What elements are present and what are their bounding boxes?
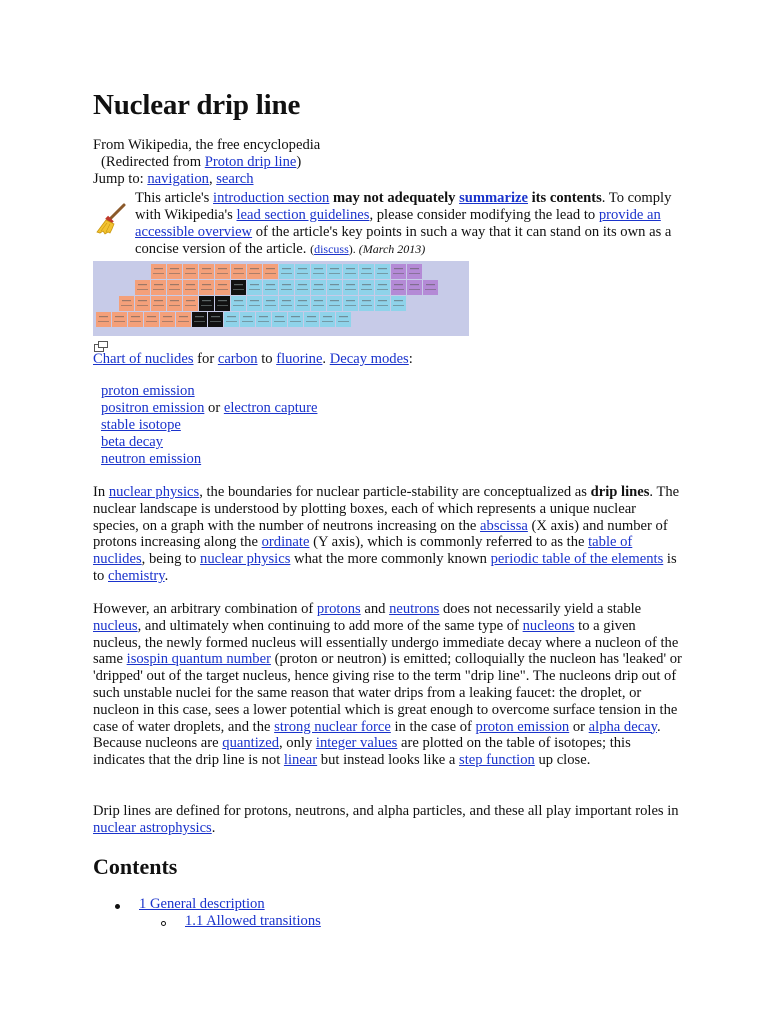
periodic-table-link[interactable]: periodic table of the elements [490, 551, 664, 568]
fluorine-link[interactable]: fluorine [276, 351, 323, 367]
nuclide-cell-label [394, 268, 403, 269]
nuclide-cell [151, 296, 166, 311]
nuclide-cell [128, 312, 143, 327]
electron-capture-link[interactable]: electron capture [223, 400, 318, 416]
linear-link[interactable]: linear [283, 752, 318, 769]
nuclide-cell [183, 296, 198, 311]
nuclide-cell-label [377, 273, 388, 274]
nuclide-cell-label [250, 300, 259, 301]
nuclide-cell [295, 264, 310, 279]
neutron-emission-link[interactable]: neutron emission [101, 451, 202, 467]
nuclide-cell-label [393, 273, 404, 274]
tagline: From Wikipedia, the free encyclopedia [93, 137, 321, 153]
nuclide-cell-label [202, 300, 211, 301]
nuclide-cell-label [233, 273, 244, 274]
nucleus-link[interactable]: nucleus [93, 617, 138, 634]
list-item [101, 451, 317, 468]
nuclide-cell-label [393, 289, 404, 290]
nuclide-cell-label [329, 289, 340, 290]
chart-of-nuclides-link[interactable]: Chart of nuclides [93, 351, 194, 367]
notice-text: This article's introduction section may not adequately summarize its contents. To comply with Wikipedia's lead section guidelines, please consider modifying the lead to provide an accessible overview of the article's key points in such a way that it can stand on its own as a concise version of the article. (discuss). (March 2013) [135, 190, 672, 257]
nuclide-cell-label [249, 305, 260, 306]
nuclide-cell [119, 296, 134, 311]
nuclide-cell-label [314, 284, 323, 285]
decay-mode-list [101, 383, 317, 468]
nuclide-cell-label [346, 284, 355, 285]
list-item [101, 434, 317, 451]
nuclear-astrophysics-link[interactable]: nuclear astrophysics [93, 819, 212, 836]
nuclide-cell-label [153, 289, 164, 290]
neutrons-link[interactable]: neutrons [389, 601, 440, 617]
notice-date: (March 2013) [358, 242, 426, 256]
beta-decay-link[interactable]: beta decay [101, 434, 163, 450]
nuclide-cell-label [185, 289, 196, 290]
nuclide-cell-label [242, 321, 253, 322]
bullet-icon [115, 904, 120, 909]
nuclide-cell-label [163, 316, 172, 317]
nuclide-cell [279, 264, 294, 279]
nuclide-cell [279, 280, 294, 295]
nuclide-cell-label [329, 305, 340, 306]
nuclide-cell [215, 280, 230, 295]
nuclide-cell-label [233, 305, 244, 306]
nuclide-cell [407, 264, 422, 279]
nuclide-cell [183, 280, 198, 295]
contents-heading: Contents [93, 854, 178, 879]
nucleons-link[interactable]: nucleons [522, 617, 575, 634]
nuclide-cell-label [393, 305, 404, 306]
nuclide-cell-label [313, 305, 324, 306]
protons-link[interactable]: protons [316, 601, 361, 617]
nuclide-cell-label [314, 300, 323, 301]
nuclide-cell [279, 296, 294, 311]
nuclide-cell-label [297, 273, 308, 274]
nuclide-cell [231, 264, 246, 279]
nuclide-cell [231, 280, 246, 295]
isospin-link[interactable]: isospin quantum number [126, 651, 271, 668]
nuclide-cell-label [98, 321, 109, 322]
nuclide-cell-label [226, 321, 237, 322]
redirect-link[interactable]: Proton drip line [204, 154, 297, 170]
strong-nuclear-force-link[interactable]: strong nuclear force [274, 718, 391, 735]
nuclide-cell-label [265, 273, 276, 274]
nuclide-cell-label [409, 273, 420, 274]
nuclide-cell-label [218, 284, 227, 285]
nuclide-cell-label [425, 289, 436, 290]
nuclide-cell-label [346, 300, 355, 301]
nuclide-cell-label [146, 321, 157, 322]
broom-icon [93, 202, 127, 236]
nuclide-cell-label [298, 300, 307, 301]
nuclide-cell [247, 296, 262, 311]
nuclide-cell-label [282, 300, 291, 301]
nuclide-cell [391, 280, 406, 295]
nuclide-cell [375, 296, 390, 311]
nuclide-cell-label [329, 273, 340, 274]
nuclide-cell [327, 280, 342, 295]
nuclide-cell-label [266, 284, 275, 285]
toc-general-description-link[interactable]: 1 General description [139, 896, 265, 912]
nuclide-cell-label [233, 289, 244, 290]
nuclide-cell-label [114, 321, 125, 322]
nuclide-cell [135, 296, 150, 311]
nuclide-cell-label [234, 300, 243, 301]
nuclide-cell-label [153, 273, 164, 274]
nuclear-physics-link-2[interactable]: nuclear physics [200, 551, 291, 568]
nuclide-cell [183, 264, 198, 279]
nuclide-cell-label [121, 305, 132, 306]
nuclide-cell-label [322, 321, 333, 322]
nuclide-cell [295, 280, 310, 295]
nuclide-cell-label [250, 284, 259, 285]
nuclide-cell [359, 280, 374, 295]
nuclide-cell-label [137, 305, 148, 306]
nuclide-cell [231, 296, 246, 311]
nuclide-cell-label [275, 316, 284, 317]
nuclide-cell [151, 280, 166, 295]
nuclide-cell-label [201, 289, 212, 290]
alpha-decay-link[interactable]: alpha decay [588, 718, 658, 735]
nuclide-cell [391, 264, 406, 279]
nuclide-cell [215, 264, 230, 279]
nuclide-cell-label [234, 284, 243, 285]
nuclide-cell [272, 312, 287, 327]
nuclide-cell-label [259, 316, 268, 317]
nuclide-cell [247, 264, 262, 279]
nuclide-cell-label [361, 273, 372, 274]
nuclide-cell-label [362, 268, 371, 269]
nuclide-cell-label [361, 289, 372, 290]
nuclide-cell [391, 296, 406, 311]
nuclide-cell-label [138, 284, 147, 285]
nuclide-cell [224, 312, 239, 327]
nuclide-cell-label [306, 321, 317, 322]
nuclide-cell-label [410, 284, 419, 285]
nuclide-cell [112, 312, 127, 327]
nuclide-cell-label [274, 321, 285, 322]
nuclide-cell-label [338, 321, 349, 322]
nuclide-cell-label [281, 273, 292, 274]
nuclide-cell-label [282, 268, 291, 269]
positron-emission-link[interactable]: positron emission [101, 400, 205, 416]
nuclide-cell-label [265, 305, 276, 306]
nuclide-cell [151, 264, 166, 279]
list-item [101, 383, 317, 400]
nuclide-cell-label [258, 321, 269, 322]
nuclide-cell-label [330, 300, 339, 301]
nuclide-cell-label [186, 284, 195, 285]
nuclide-cell-label [394, 300, 403, 301]
nuclide-cell-label [211, 316, 220, 317]
nuclide-cell-label [378, 284, 387, 285]
nuclide-cell-label [162, 321, 173, 322]
nuclide-cell-label [362, 284, 371, 285]
jump-navigation-link[interactable]: navigation [147, 171, 209, 187]
nuclide-cell-label [217, 289, 228, 290]
nuclide-cell-label [169, 305, 180, 306]
paragraph-intro: In nuclear physics, the boundaries for nuclear particle-stability are conceptualized as drip lines. The nuclear landscape is understood by plotting boxes, each of which represents a unique nuclear species, on a graph with the number of neutrons increasing on the abscissa (X axis) and number of protons increasing along the ordinate (Y axis), which is commonly referred to as the table of nuclides, being to nuclear physics what the more commonly known periodic table of the elements is to chemistry. [93, 484, 680, 584]
paragraph-drip-lines: Drip lines are defined for protons, neutrons, and alpha particles, and these all play important roles in nuclear astrophysics. [93, 803, 679, 836]
nuclide-cell-label [330, 268, 339, 269]
nuclide-cell [311, 280, 326, 295]
nuclide-cell [167, 264, 182, 279]
nuclide-cell [311, 296, 326, 311]
nuclide-cell [263, 280, 278, 295]
nuclide-cell-label [282, 284, 291, 285]
nuclide-cell-label [298, 268, 307, 269]
nuclide-cell [343, 296, 358, 311]
nuclide-cell-label [178, 321, 189, 322]
nuclide-cell-label [202, 268, 211, 269]
nuclide-cell-label [266, 268, 275, 269]
nuclide-cell [359, 296, 374, 311]
nuclide-cell-label [243, 316, 252, 317]
nuclide-cell-label [137, 289, 148, 290]
nuclide-cell-label [218, 268, 227, 269]
nuclide-cell-label [115, 316, 124, 317]
nuclide-cell [263, 296, 278, 311]
nuclide-cell-label [186, 268, 195, 269]
nuclide-cell [359, 264, 374, 279]
nuclide-cell [135, 280, 150, 295]
proton-emission-link[interactable]: proton emission [101, 383, 195, 399]
nuclide-cell-label [377, 289, 388, 290]
nuclide-cell-label [170, 268, 179, 269]
nuclide-cell-label [201, 305, 212, 306]
nuclide-cell [311, 264, 326, 279]
nuclide-cell-label [307, 316, 316, 317]
nuclide-cell-label [378, 268, 387, 269]
nuclide-cell-label [345, 289, 356, 290]
nuclide-cell-label [250, 268, 259, 269]
nuclide-cell-label [138, 300, 147, 301]
integer-values-link[interactable]: integer values [315, 735, 398, 752]
nuclide-cell-label [179, 316, 188, 317]
nuclide-cell-label [394, 284, 403, 285]
nuclide-cell [144, 312, 159, 327]
nuclide-cell-label [169, 289, 180, 290]
paragraph-explanation: However, an arbitrary combination of protons and neutrons does not necessarily yield a stable nucleus, and ultimately when continuing to add more of the same type of nucleons to a given nucleus, the newly formed nucleus will essentially undergo immediate decay where a nucleon of the same isospin quantum number (proton or neutron) is emitted; colloquially the nucleon has 'leaked' or 'dripped' out of the target nucleus, hence giving rise to the term "drip line". The nucleons drip out of such unstable nuclei for the same reason that water drips from a leaking faucet: the droplet, or nucleon in this case, sees a lower potential which is great enough to overcome surface tension in the case of water droplets, and the strong nuclear force in the case of proton emission or alpha decay. Because nucleons are quantized, only integer values are plotted on the table of isotopes; this indicates that the drip line is not linear but instead looks like a step function up close. [93, 601, 682, 769]
hollow-bullet-icon [161, 921, 166, 926]
decay-modes-link[interactable]: Decay modes [329, 351, 409, 367]
nuclide-cell [199, 296, 214, 311]
nuclide-cell-label [201, 273, 212, 274]
nuclide-cell-label [346, 268, 355, 269]
nuclide-cell-label [234, 268, 243, 269]
nuclide-cell-label [186, 300, 195, 301]
stable-isotope-link[interactable]: stable isotope [101, 417, 181, 433]
nuclide-cell-label [313, 289, 324, 290]
nuclide-cell-label [217, 305, 228, 306]
nuclide-cell-label [409, 289, 420, 290]
nuclide-cell-label [297, 289, 308, 290]
nuclide-cell [199, 264, 214, 279]
toc-allowed-transitions-link[interactable]: 1.1 Allowed transitions [185, 913, 321, 929]
nuclide-cell [343, 280, 358, 295]
accessible-overview-link[interactable]: provide an accessible overview [135, 207, 661, 240]
nuclide-cell-label [290, 321, 301, 322]
nuclide-cell-label [131, 316, 140, 317]
image-caption: Chart of nuclides for carbon to fluorine. Decay modes: [93, 351, 413, 367]
nuclide-cell [263, 264, 278, 279]
nuclide-cell [407, 280, 422, 295]
nuclide-cell-label [153, 305, 164, 306]
nuclide-cell [215, 296, 230, 311]
redirect-note: (Redirected from Proton drip line) [101, 154, 302, 170]
nuclide-cell-label [330, 284, 339, 285]
nuclide-cell [247, 280, 262, 295]
nuclide-cell-label [249, 273, 260, 274]
nuclide-cell-label [130, 321, 141, 322]
chemistry-link[interactable]: chemistry [108, 567, 165, 584]
nuclide-cell [304, 312, 319, 327]
nuclide-cell [295, 296, 310, 311]
nuclide-cell [199, 280, 214, 295]
nuclide-cell-label [361, 305, 372, 306]
nuclide-cell-label [377, 305, 388, 306]
nuclide-cell [423, 280, 438, 295]
nuclide-cell-label [297, 305, 308, 306]
discuss-link[interactable]: discuss [314, 242, 349, 256]
nuclide-chart-image[interactable] [93, 261, 469, 336]
nuclide-cell [320, 312, 335, 327]
nuclide-cell [327, 264, 342, 279]
nuclide-cell-label [426, 284, 435, 285]
nuclide-cell-label [218, 300, 227, 301]
nuclide-cell [327, 296, 342, 311]
nuclide-cell [176, 312, 191, 327]
nuclide-cell [208, 312, 223, 327]
nuclide-cell-label [298, 284, 307, 285]
list-item: positron emission or electron capture [101, 400, 318, 416]
nuclide-cell-label [281, 305, 292, 306]
nuclide-cell-label [202, 284, 211, 285]
step-function-link[interactable]: step function [459, 752, 535, 769]
nuclide-cell-label [339, 316, 348, 317]
page-title: Nuclear drip line [93, 89, 301, 121]
nuclide-cell-label [147, 316, 156, 317]
nuclide-cell-label [362, 300, 371, 301]
nuclide-cell [343, 264, 358, 279]
nuclide-cell [96, 312, 111, 327]
lead-guidelines-link[interactable]: lead section guidelines [236, 207, 370, 223]
nuclide-cell-label [185, 305, 196, 306]
nuclide-cell-label [378, 300, 387, 301]
nuclide-cell-label [345, 273, 356, 274]
nuclide-cell-label [266, 300, 275, 301]
nuclide-cell-label [410, 268, 419, 269]
nuclide-cell-label [195, 316, 204, 317]
ordinate-link[interactable]: ordinate [261, 534, 310, 551]
nuclide-cell-label [323, 316, 332, 317]
nuclide-cell [240, 312, 255, 327]
nuclide-cell-label [194, 321, 205, 322]
nuclide-cell-label [154, 268, 163, 269]
nuclide-cell-label [291, 316, 300, 317]
nuclide-cell [167, 280, 182, 295]
nuclide-cell-label [227, 316, 236, 317]
nuclide-cell [375, 280, 390, 295]
jump-search-link[interactable]: search [216, 171, 254, 187]
abscissa-link[interactable]: abscissa [480, 517, 528, 534]
summarize-link[interactable]: summarize [459, 190, 528, 206]
nuclide-cell-label [169, 273, 180, 274]
carbon-link[interactable]: carbon [217, 351, 258, 367]
list-item [101, 417, 317, 434]
nuclide-cell [336, 312, 351, 327]
nuclide-cell-label [249, 289, 260, 290]
introduction-section-link[interactable]: introduction section [213, 190, 330, 206]
nuclide-cell [167, 296, 182, 311]
nuclide-cell-label [170, 284, 179, 285]
nuclide-cell [375, 264, 390, 279]
nuclide-cell-label [170, 300, 179, 301]
quantized-link[interactable]: quantized [222, 735, 279, 752]
nuclide-cell-label [345, 305, 356, 306]
nuclide-cell-label [313, 273, 324, 274]
nuclide-cell-label [265, 289, 276, 290]
nuclear-physics-link[interactable]: nuclear physics [108, 484, 200, 500]
proton-emission-link-2[interactable]: proton emission [475, 718, 570, 735]
nuclide-cell-label [122, 300, 131, 301]
jump-links: Jump to: navigation, search [93, 171, 254, 187]
nuclide-cell-label [99, 316, 108, 317]
nuclide-cell [256, 312, 271, 327]
nuclide-cell [192, 312, 207, 327]
nuclide-cell-label [314, 268, 323, 269]
nuclide-cell [160, 312, 175, 327]
nuclide-cell-label [210, 321, 221, 322]
nuclide-cell-label [281, 289, 292, 290]
nuclide-cell-label [185, 273, 196, 274]
nuclide-cell [288, 312, 303, 327]
nuclide-cell-label [217, 273, 228, 274]
nuclide-cell-label [154, 300, 163, 301]
nuclide-cell-label [154, 284, 163, 285]
table-of-nuclides-link[interactable]: table of nuclides [93, 534, 633, 568]
